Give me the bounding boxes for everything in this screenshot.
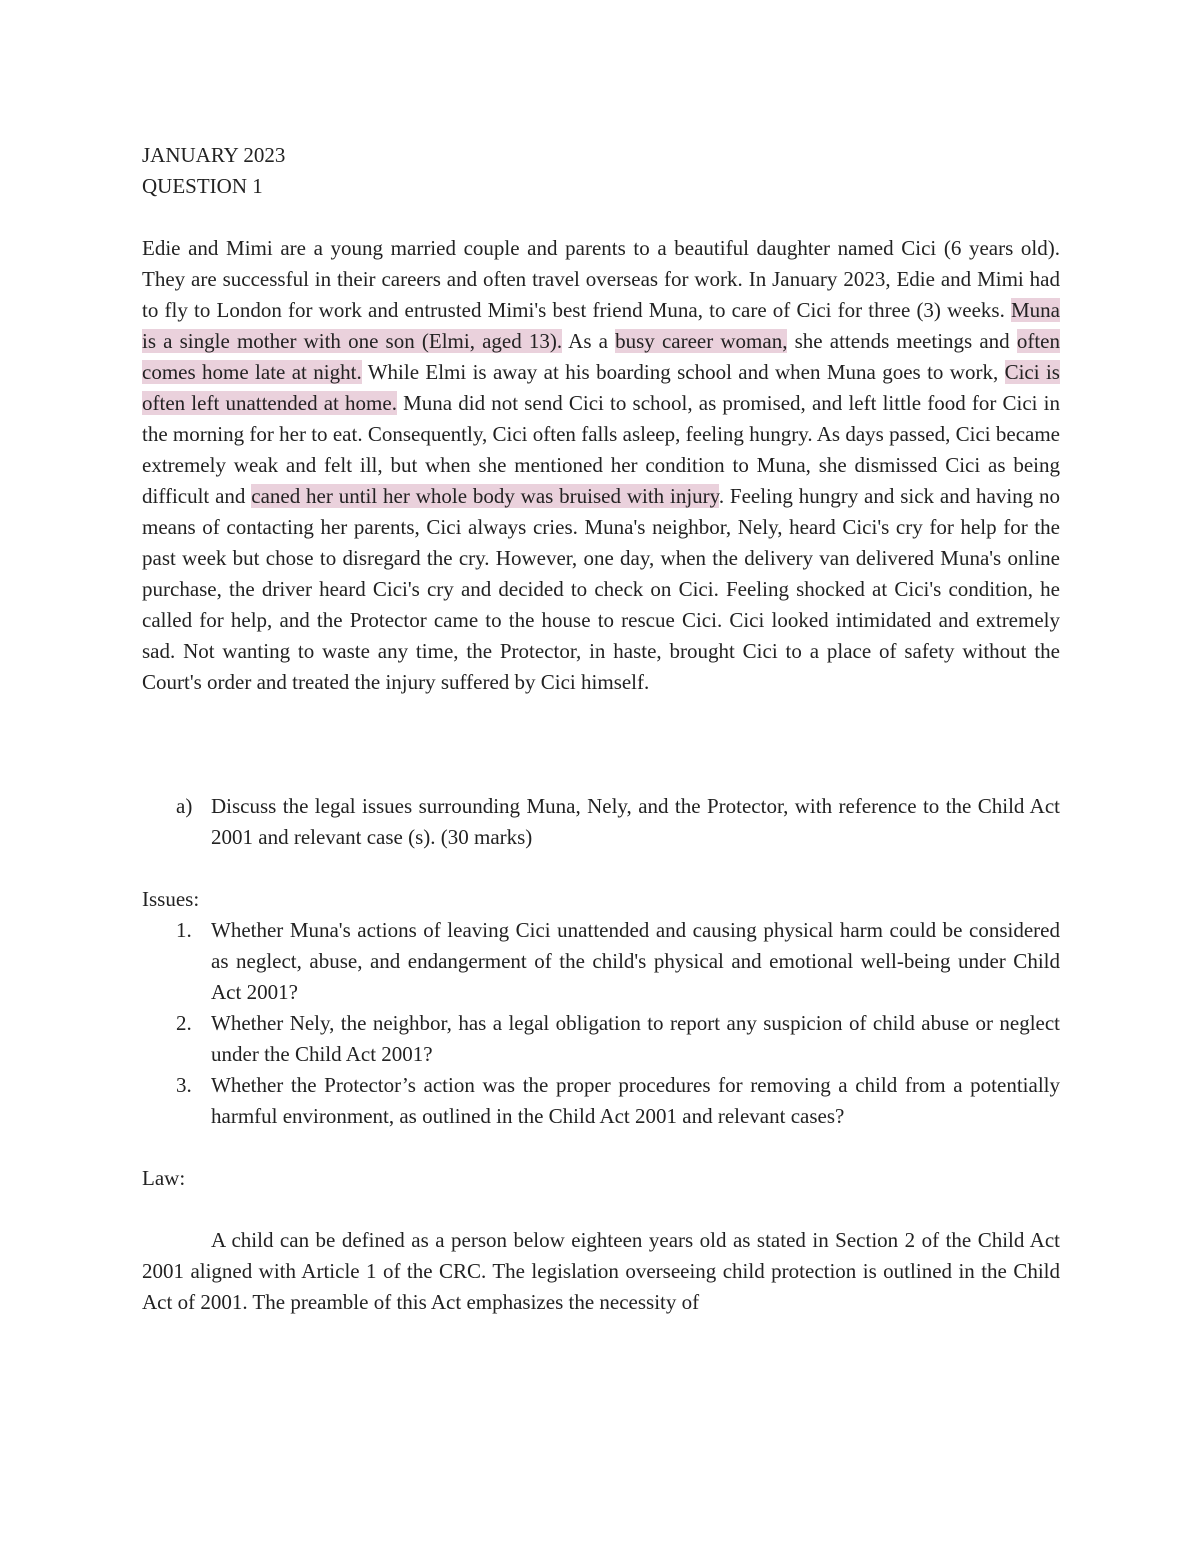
list-number: 1. — [176, 918, 192, 942]
issues-list — [142, 915, 1060, 1132]
question-text: Discuss the legal issues surrounding Muna, Nely, and the Protector, with reference to the Child Act 2001 and relevant case (s). (30 marks) — [211, 794, 1060, 849]
highlighted-text: often comes home late at night. — [142, 329, 1060, 384]
question-item — [142, 791, 1060, 853]
facts-text: she attends meetings and — [787, 329, 1017, 353]
facts-text: While Elmi is away at his boarding school and when Muna goes to work, — [361, 360, 1005, 384]
document-date: JANUARY 2023 — [142, 143, 286, 167]
highlighted-text: busy career woman, — [615, 329, 788, 353]
list-number: 2. — [176, 1011, 192, 1035]
facts-paragraph — [142, 233, 1060, 698]
highlighted-text: caned her until her whole body was bruised with injury — [251, 484, 719, 508]
list-item-text: Whether the Protector’s action was the proper procedures for removing a child from a potentially harmful environment, as outlined in the Child Act 2001 and relevant cases? — [211, 1073, 1060, 1128]
list-item — [142, 1070, 1060, 1132]
facts-text: Muna did not send Cici to school, as promised, and left little food for Cici in the morning for her to eat. Consequently, Cici often falls asleep, feeling hungry. As days passed, Cici became extremely weak and felt ill, but when she mentioned her condition to Muna, she dismissed Cici as being difficult and — [142, 391, 1060, 508]
highlighted-text: Cici is often left unattended at home. — [142, 360, 1060, 415]
law-heading: Law: — [142, 1166, 186, 1190]
list-number: 3. — [176, 1073, 192, 1097]
list-item-text: Whether Nely, the neighbor, has a legal obligation to report any suspicion of child abuse or neglect under the Child Act 2001? — [211, 1011, 1060, 1066]
document-page — [142, 140, 1060, 1318]
facts-text: . Feeling hungry and sick and having no means of contacting her parents, Cici always cries. Muna's neighbor, Nely, heard Cici's cry for help for the past week but chose to disregard the cry. However, one day, when the delivery van delivered Muna's online purchase, the driver heard Cici's cry and decided to check on Cici. Feeling shocked at Cici's condition, he called for help, and the Protector came to the house to rescue Cici. Cici looked intimidated and extremely sad. Not wanting to waste any time, the Protector, in haste, brought Cici to a place of safety without the Court's order and treated the injury suffered by Cici himself. — [142, 484, 1061, 694]
highlighted-text: Muna is a single mother with one son (Elmi, aged 13). — [142, 298, 1060, 353]
list-item — [142, 1008, 1060, 1070]
list-item-text: Whether Muna's actions of leaving Cici unattended and causing physical harm could be considered as neglect, abuse, and endangerment of the child's physical and emotional well-being under Child Act 2001? — [211, 918, 1060, 1004]
law-paragraph: A child can be defined as a person below eighteen years old as stated in Section 2 of the Child Act 2001 aligned with Article 1 of the CRC. The legislation overseeing child protection is outlined in the Child Act of 2001. The preamble of this Act emphasizes the necessity of — [142, 1228, 1060, 1314]
facts-text: Edie and Mimi are a young married couple and parents to a beautiful daughter named Cici (6 years old). They are successful in their careers and often travel overseas for work. In January 2023, Edie and Mimi had to fly to London for work and entrusted Mimi's best friend Muna, to care of Cici for three (3) weeks. — [142, 236, 1060, 322]
question-title: QUESTION 1 — [142, 174, 263, 198]
list-item — [142, 915, 1060, 1008]
question-marker: a) — [176, 794, 193, 818]
issues-heading: Issues: — [142, 887, 200, 911]
facts-text: As a — [562, 329, 616, 353]
question-list — [142, 791, 1060, 853]
